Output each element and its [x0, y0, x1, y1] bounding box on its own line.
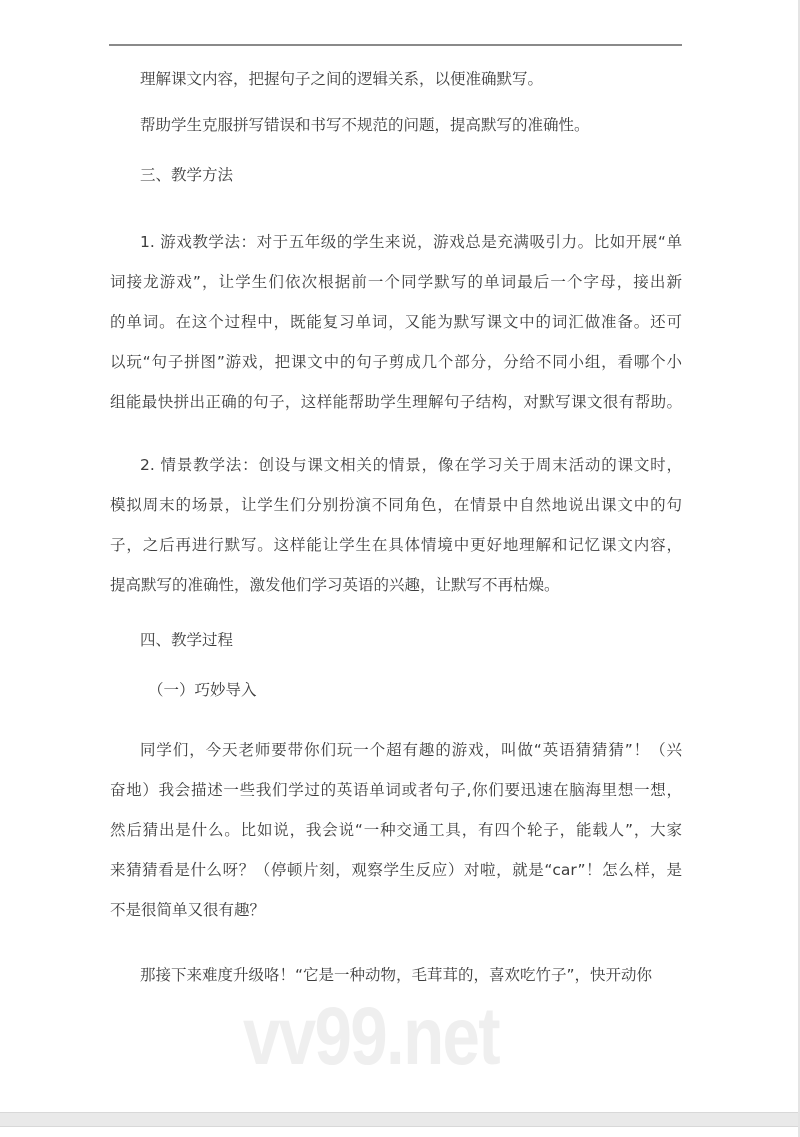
- text-line: 以玩“句子拼图”游戏，把课文中的句子剪成几个部分，分给不同小组，看哪个小: [110, 353, 682, 371]
- paragraph-game-method: [110, 222, 682, 422]
- heading-teaching-methods: [110, 155, 682, 195]
- heading-teaching-process: [110, 620, 682, 660]
- paragraph-situational-method: [110, 445, 682, 605]
- section-heading: 四、教学过程: [140, 631, 234, 649]
- section-heading: 三、教学方法: [140, 166, 234, 184]
- paragraph-objective-1: [110, 59, 682, 99]
- text-line: 子，之后再进行默写。这样能让学生在具体情境中更好地理解和记忆课文内容，: [110, 536, 682, 554]
- paragraph-guessing-game: [110, 730, 682, 930]
- text-line: 那接下来难度升级咯！“它是一种动物，毛茸茸的，喜欢吃竹子”，快开动你: [140, 966, 653, 984]
- heading-introduction: [110, 670, 682, 710]
- text-line: 帮助学生克服拼写错误和书写不规范的问题，提高默写的准确性。: [140, 116, 590, 134]
- text-line: 组能最快拼出正确的句子，这样能帮助学生理解句子结构，对默写课文很有帮助。: [110, 393, 682, 411]
- text-line: 不是很简单又很有趣？: [110, 901, 266, 919]
- watermark: vv99.net: [243, 991, 500, 1082]
- text-line: 词接龙游戏”，让学生们依次根据前一个同学默写的单词最后一个字母，接出新: [110, 273, 682, 291]
- paragraph-harder-level: [110, 955, 682, 995]
- text-line: 来猜猜看是什么呀？（停顿片刻，观察学生反应）对啦，就是“car”！怎么样，是: [110, 861, 682, 879]
- text-line: 模拟周末的场景，让学生们分别扮演不同角色，在情景中自然地说出课文中的句: [110, 496, 682, 514]
- text-line: 提高默写的准确性，激发他们学习英语的兴趣，让默写不再枯燥。: [110, 576, 560, 594]
- text-line: 然后猜出是什么。比如说，我会说“一种交通工具，有四个轮子，能载人”，大家: [110, 821, 682, 839]
- subsection-heading: （一）巧妙导入: [148, 681, 257, 699]
- text-line: 的单词。在这个过程中，既能复习单词，又能为默写课文中的词汇做准备。还可: [110, 313, 682, 331]
- text-line: 1. 游戏教学法：对于五年级的学生来说，游戏总是充满吸引力。比如开展“单: [140, 233, 682, 251]
- text-line: 奋地）我会描述一些我们学过的英语单词或者句子,你们要迅速在脑海里想一想，: [110, 781, 682, 799]
- header-rule: [109, 44, 682, 46]
- text-line: 同学们，今天老师要带你们玩一个超有趣的游戏，叫做“英语猜猜猜”！（兴: [140, 741, 682, 759]
- paragraph-objective-2: [110, 105, 682, 145]
- page-separator: [0, 1112, 800, 1127]
- text-line: 2. 情景教学法：创设与课文相关的情景，像在学习关于周末活动的课文时，: [140, 456, 682, 474]
- text-line: 理解课文内容，把握句子之间的逻辑关系，以便准确默写。: [140, 70, 544, 88]
